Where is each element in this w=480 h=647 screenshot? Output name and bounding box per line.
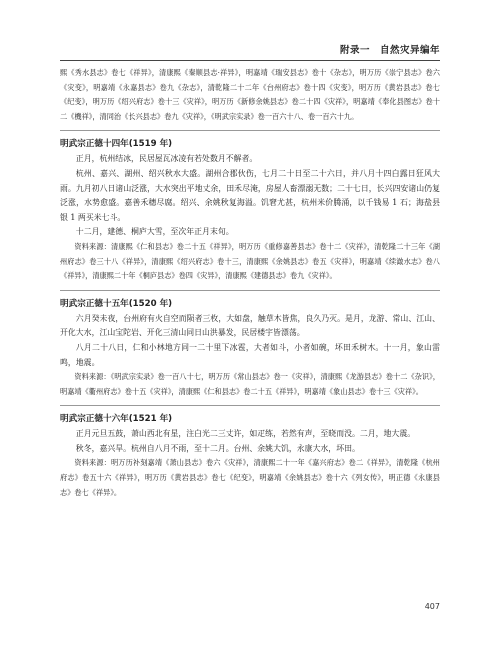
page-body — [60, 66, 440, 500]
entry-1521 — [60, 412, 440, 500]
continued-sources: 熙《秀水县志》卷七《祥异》，清康熙《秦顺县志·祥异》，明嘉靖《瑞安县志》卷十《杂志》，明万历《崇宁县志》卷六《灾变》，明嘉靖《永嘉县志》卷九《杂志》，清乾隆二十二年《台州府志》卷十四《灾变》，明万历《黄岩县志》卷七《纪变》，明万历《绍兴府志》卷十三《灾祥》，明万历《新修余姚县志》卷二十四《灾祥》，明嘉靖《奉化县图志》卷十二《機祥》，清同治《长兴县志》卷九《灾祥》，《明武宗实录》卷一百六十八、卷一百六十九。 — [60, 68, 440, 121]
entry-title: 明武宗正德十四年(1519 年) — [60, 139, 173, 150]
header-rule — [60, 60, 440, 61]
entry-paragraph: 秋冬，嘉兴旱。杭州自八月不雨，至十二月。台州、余姚大饥，永康大水，坏田。 — [75, 443, 360, 453]
entry-paragraph: 正月元旦五鼓，萧山西北有星，注白光二三丈许，如疋练，若然有声，至晓而没。二月，地大震。 — [75, 429, 416, 439]
entry-paragraph: 六月癸未夜，台州府有火自空而陨者三枚，大如盘，触草木皆焦，良久乃灭。是月，龙游、常山、江山、开化大水，江山宝陀岩、开化三清山同日山洪暴发，民居楼宇皆漂荡。 — [60, 313, 440, 338]
entry-source: 资料来源：明万历补刻嘉靖《萧山县志》卷六《灾祥》，清康熙二十一年《嘉兴府志》卷二《祥异》，清乾隆《杭州府志》卷五十六《祥异》，明万历《黄岩县志》卷七《纪变》，明嘉靖《余姚县志》卷十六《列女传》，明正德《永康县志》卷七《祥异》。 — [60, 458, 440, 497]
entry-source: 资料来源：《明武宗实录》卷一百八十七，明万历《常山县志》卷一《灾祥》，清康熙《龙游县志》卷十二《杂识》，明嘉靖《衢州府志》卷十五《灾祥》，清康熙《仁和县志》卷二十五《祥异》，明嘉靖《象山县志》卷十三《灾祥》。 — [60, 372, 440, 396]
entry-divider — [60, 290, 440, 291]
entry-title: 明武宗正德十六年(1521 年) — [60, 414, 173, 425]
page-number: 407 — [424, 602, 440, 611]
entry-1519 — [60, 137, 440, 283]
entry-divider — [60, 405, 440, 406]
entry-paragraph: 十二月，建德、桐庐大雪，至次年正月末旬。 — [75, 227, 234, 237]
running-header — [340, 42, 440, 56]
entry-paragraph: 正月，杭州结冰，民居屋瓦冰凌有若处数月不解者。 — [75, 154, 258, 164]
entry-title: 明武宗正德十五年(1520 年) — [60, 298, 173, 309]
header-title: 自然灾异编年 — [379, 45, 440, 56]
entry-paragraph: 八月二十八日，仁和小林地方同一二十里下冰雹，大者如斗，小者如碗，坏田禾树木。十一月，象山雷鸣，地震。 — [60, 342, 440, 367]
entry-1520 — [60, 297, 440, 400]
header-section: 附录一 — [339, 45, 370, 56]
entry-source: 资料来源：清康熙《仁和县志》卷二十五《祥异》，明万历《重修嘉善县志》卷十二《灾祥》，清乾隆二十三年《湖州府志》卷三十八《祥异》，清康熙《绍兴府志》卷十三，清康熙《余姚县志》卷五《灾祥》，明嘉靖《续澉水志》卷八《祥异》，清康熙二十年《桐庐县志》卷四《灾异》，清康熙《建德县志》卷九《灾祥》。 — [60, 241, 440, 281]
entry-divider — [60, 130, 440, 131]
entry-paragraph: 杭州、嘉兴、湖州、绍兴秋水大盛。湖州合郡伙伤，七月二十日至二十六日，并八月十四白露日狂风大雨。九月初八日诸山泛涨，大水突出平地丈余，田禾尽淹，房屋人畜漂溺无数；二十七日，长兴四安诸山仍复泛涨，水势愈盛。嘉善禾穗尽腐。绍兴、余姚秋复海溢。饥窘尤甚，杭州米价腾涌，以千钱易 1 石；海盐县银 1 两买米七斗。 — [60, 168, 440, 222]
